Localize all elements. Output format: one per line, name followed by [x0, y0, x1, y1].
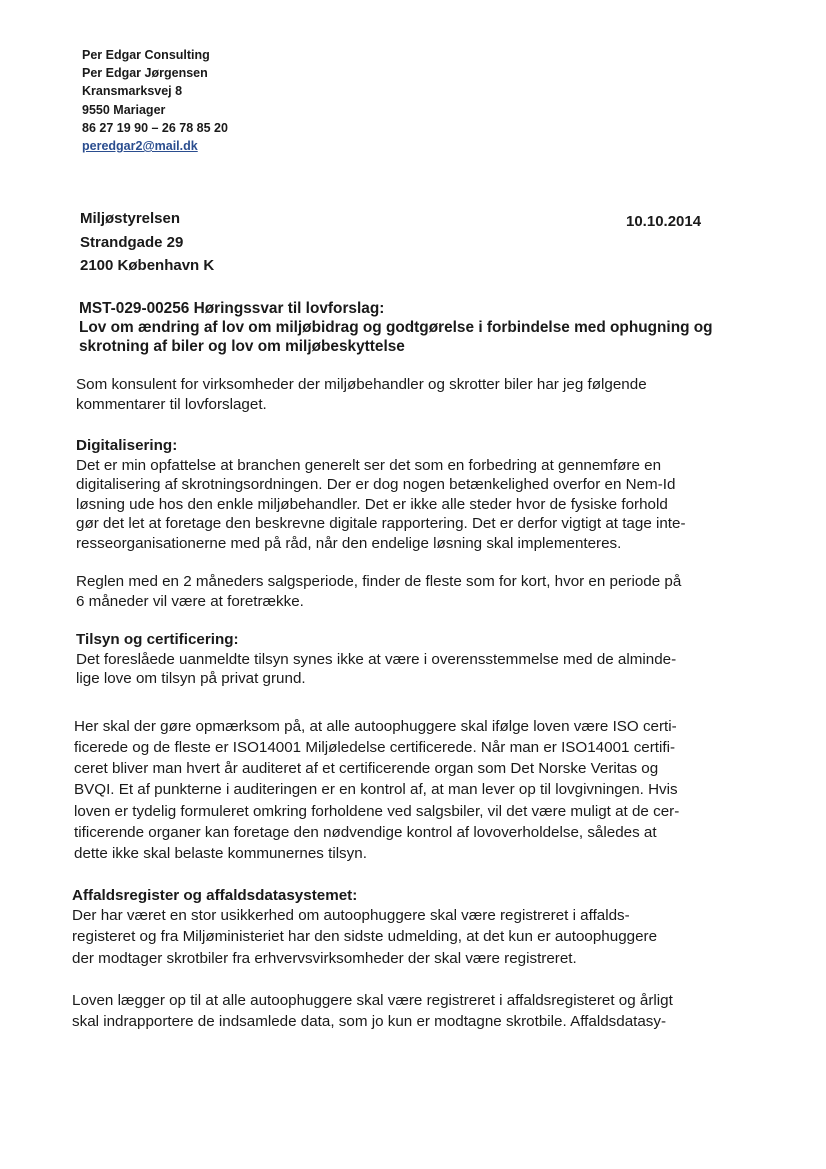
section-heading-digitalisering: Digitalisering: [76, 437, 178, 454]
paragraph: Det foreslåede uanmeldte tilsyn synes ikke at være i overensstemmelse med de alminde- lige love om tilsyn på privat grund. [76, 650, 677, 687]
subject-block [79, 299, 769, 356]
sender-block [82, 46, 228, 155]
sender-email-link[interactable]: peredgar2@mail.dk [82, 139, 198, 154]
section-heading-tilsyn: Tilsyn og certificering: [76, 631, 239, 648]
paragraph: Der har været en stor usikkerhed om autoophuggere skal være registreret i affalds- registeret og fra Miljøministeriet har den sidste udmelding, at det kun er autoophuggere der modtager skrotbiler fra erhvervsvirksomheder der skal være registreret. [72, 907, 658, 967]
paragraph: Her skal der gøre opmærksom på, at alle autoophuggere skal ifølge loven være ISO certi- ficerede og de fleste er ISO14001 Miljøledelse certificerede. Når man er ISO14001 certifi- ceret bliver man hvert år auditeret af et certificerende organ som Det Norske Veritas og BVQI. Et af punkterne i auditeringen er en kontrol af, at man lever op til lovgivningen. Hvis loven er tydelig formuleret omkring forholdene ved salgsbiler, vil det være muligt at de cer- tificerende organer kan foretage den nødvendige kontrol af lovoverholdelse, således at dette ikke skal belaste kommunernes tilsyn. [74, 717, 680, 863]
paragraph: Det er min opfattelse at branchen generelt ser det som en forbedring at gennemføre en digitalisering af skrotningsordningen. Der er dog nogen betænkelighed overfor en Nem-Id løsning ude hos den enkle miljøbehandler. Det er ikke alle steder hvor de fysiske forhold gør det let at foretage den beskrevne digitale rapportering. Det er derfor vigtigt at tage inte- resseorganisationerne med på råd, når den endelige løsning skal implementeres. [76, 456, 686, 552]
intro-paragraph: Som konsulent for virksomheder der miljøbehandler og skrotter biler har jeg følgende kommentarer til lovforslaget. [76, 376, 647, 413]
sender-phone: 86 27 19 90 – 26 78 85 20 [82, 120, 228, 135]
subject-reference: MST-029-00256 Høringssvar til lovforslag: [79, 300, 385, 317]
subject-title: Lov om ændring af lov om miljøbidrag og godtgørelse i forbindelse med ophugning og skrotning af biler og lov om miljøbeskyttelse [79, 319, 713, 355]
sender-city: 9550 Mariager [82, 102, 166, 117]
sender-name: Per Edgar Jørgensen [82, 66, 208, 81]
paragraph: Loven lægger op til at alle autoophuggere skal være registreret i affaldsregisteret og årligt skal indrapportere de indsamlede data, som jo kun er modtagne skrotbile. Affaldsdatasy- [72, 991, 673, 1031]
section-heading-affald: Affaldsregister og affaldsdatasystemet: [72, 886, 358, 904]
recipient-name: Miljøstyrelsen [80, 210, 181, 227]
sender-company: Per Edgar Consulting [82, 48, 210, 62]
recipient-city: 2100 København K [80, 257, 215, 274]
recipient-street: Strandgade 29 [80, 233, 184, 251]
letter-body [72, 375, 762, 1033]
paragraph: Reglen med en 2 måneders salgsperiode, finder de fleste som for kort, hvor en periode på 6 måneder vil være at foretrække. [76, 573, 682, 610]
recipient-block [80, 207, 214, 278]
sender-street: Kransmarksvej 8 [82, 84, 183, 99]
letter-date: 10.10.2014 [626, 213, 702, 230]
